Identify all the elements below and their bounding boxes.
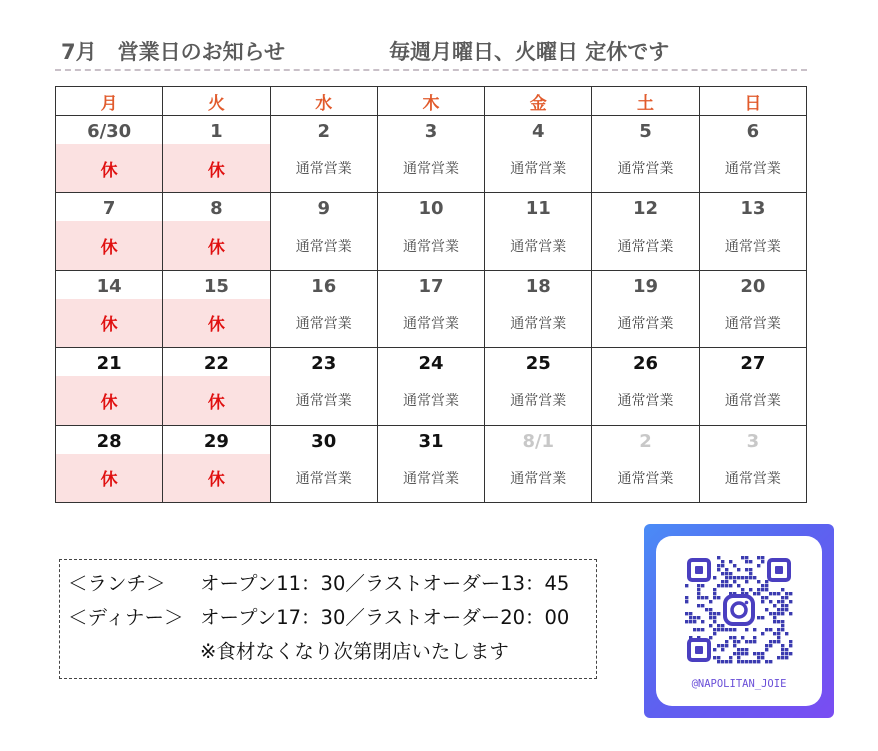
day-number: 2 [317,121,330,142]
qr-card-inner [656,536,822,706]
open-day-cell [377,270,484,347]
business-status: 通常営業 [295,470,352,487]
day-number: 8/1 [522,430,555,452]
business-status: 通常営業 [617,238,674,255]
business-status: 通常営業 [295,315,352,332]
lunch-label: ＜ランチ＞ [68,572,166,595]
open-day-cell [270,425,377,502]
day-number: 16 [311,275,337,297]
closed-label: 休 [163,221,269,269]
day-number: 4 [532,121,545,142]
weekday-wed: 水 [270,87,377,116]
business-status: 通常営業 [510,161,567,178]
business-status: 通常営業 [295,238,352,255]
business-status: 通常営業 [402,315,459,332]
business-status: 通常営業 [617,393,674,410]
business-status: 通常営業 [402,470,459,487]
closed-label: 休 [56,144,162,192]
business-status: 通常営業 [617,470,674,487]
calendar-table [55,86,807,503]
open-day-cell [485,270,592,347]
business-status: 通常営業 [724,315,781,332]
calendar-week-row [56,193,807,270]
day-number: 7 [102,198,116,220]
closed-label: 休 [56,221,162,269]
closed-label: 休 [56,454,162,502]
business-status: 通常営業 [402,393,459,410]
business-status: 通常営業 [295,161,352,178]
calendar-week-row [56,116,807,193]
weekday-tue: 火 [163,87,270,116]
instagram-icon [725,596,753,624]
open-day-cell [699,348,806,425]
business-status: 通常営業 [510,470,567,487]
closed-day-cell [56,116,163,193]
business-status: 通常営業 [724,238,781,255]
closed-day-cell [56,425,163,502]
business-status: 通常営業 [724,393,781,410]
business-status: 通常営業 [617,161,674,178]
day-number: 13 [740,198,766,220]
day-number: 2 [639,430,652,452]
day-number: 31 [418,430,444,452]
open-day-cell [377,348,484,425]
open-day-cell [699,425,806,502]
day-number: 12 [633,198,659,220]
open-day-cell [592,116,699,193]
open-day-cell [270,193,377,270]
closed-label: 休 [163,454,269,502]
closed-day-cell [163,348,270,425]
open-day-cell [592,270,699,347]
weekday-thu: 木 [377,87,484,116]
day-number: 1 [210,121,223,142]
instagram-handle: @NAPOLITAN_JOIE [691,678,787,690]
day-number: 5 [639,121,652,142]
business-status: 通常営業 [402,238,459,255]
closed-day-cell [56,348,163,425]
lunch-hours: オープン11：30／ラストオーダー13：45 [200,572,570,595]
dinner-label: ＜ディナー＞ [68,606,184,629]
business-status: 通常営業 [617,315,674,332]
calendar-week-row [56,425,807,502]
open-day-cell [270,270,377,347]
business-status: 通常営業 [295,393,352,410]
title-row [55,36,807,66]
closed-days-note: 毎週月曜日、火曜日 定休です [389,40,670,64]
business-status: 通常営業 [724,470,781,487]
closed-day-cell [163,425,270,502]
business-status: 通常営業 [402,161,459,178]
closed-day-cell [56,270,163,347]
open-day-cell [699,270,806,347]
business-status: 通常営業 [510,238,567,255]
closed-label: 休 [163,144,269,192]
open-day-cell [377,193,484,270]
qr-code-image [685,556,793,664]
day-number: 6/30 [87,121,132,142]
notice-title: 7月 営業日のお知らせ [61,40,285,64]
day-number: 3 [424,121,438,142]
closed-day-cell [56,193,163,270]
day-number: 23 [311,353,337,375]
closed-day-cell [163,193,270,270]
weekday-fri: 金 [485,87,592,116]
weekday-mon: 月 [56,87,163,116]
closed-label: 休 [56,376,162,424]
dinner-hours: オープン17：30／ラストオーダー20：00 [200,606,570,629]
closed-day-cell [163,270,270,347]
weekday-header-row [56,87,807,116]
closed-day-cell [163,116,270,193]
business-status: 通常営業 [510,393,567,410]
day-number: 19 [633,275,659,297]
open-day-cell [485,425,592,502]
open-day-cell [377,116,484,193]
day-number: 14 [96,275,122,297]
open-day-cell [270,348,377,425]
business-status: 通常営業 [510,315,567,332]
day-number: 28 [96,430,122,452]
day-number: 9 [317,198,330,220]
business-status: 通常営業 [724,161,781,178]
day-number: 26 [633,353,659,375]
open-day-cell [699,193,806,270]
closed-label: 休 [56,299,162,347]
instagram-qr-card[interactable] [644,524,834,718]
calendar-week-row [56,348,807,425]
day-number: 24 [418,353,444,375]
business-hours-box [59,559,597,679]
closed-label: 休 [163,299,269,347]
day-number: 11 [525,198,551,220]
day-number: 10 [418,198,444,220]
open-day-cell [485,116,592,193]
open-day-cell [485,348,592,425]
day-number: 29 [203,430,229,452]
day-number: 15 [203,275,229,297]
day-number: 3 [746,430,760,452]
title-divider [55,69,807,71]
open-day-cell [485,193,592,270]
open-day-cell [377,425,484,502]
day-number: 18 [525,275,551,297]
day-number: 20 [740,275,766,297]
day-number: 27 [740,353,766,375]
weekday-sat: 土 [592,87,699,116]
closed-label: 休 [163,376,269,424]
day-number: 6 [746,121,760,142]
day-number: 17 [418,275,444,297]
day-number: 21 [96,353,122,375]
day-number: 8 [210,198,223,220]
open-day-cell [699,116,806,193]
weekday-sun: 日 [699,87,806,116]
open-day-cell [592,348,699,425]
day-number: 30 [311,430,337,452]
calendar-week-row [56,270,807,347]
open-day-cell [592,425,699,502]
day-number: 25 [525,353,551,375]
open-day-cell [270,116,377,193]
day-number: 22 [203,353,229,375]
closing-note: ※食材なくなり次第閉店いたします [200,640,509,663]
open-day-cell [592,193,699,270]
